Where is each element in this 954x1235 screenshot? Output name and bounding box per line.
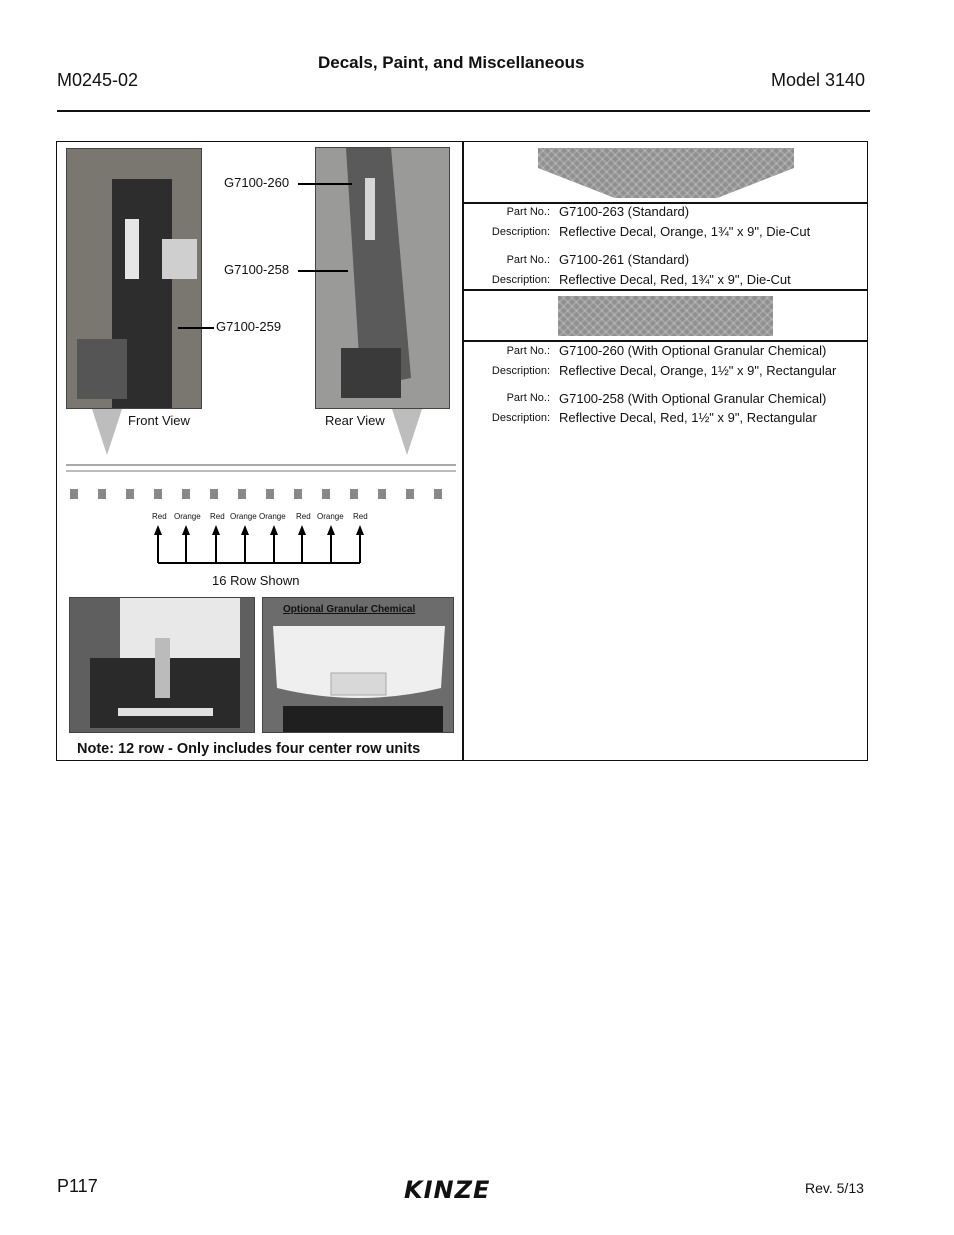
part-description: Reflective Decal, Orange, 1¾" x 9", Die-Cut	[559, 224, 811, 239]
color-label: Orange	[259, 512, 286, 521]
rows-shown-caption: 16 Row Shown	[212, 573, 300, 588]
part-description: Reflective Decal, Orange, 1½" x 9", Rectangular	[559, 363, 837, 378]
part-description: Reflective Decal, Red, 1¾" x 9", Die-Cut	[559, 272, 791, 287]
row-divider	[463, 340, 868, 342]
rear-view-photo	[315, 147, 450, 409]
callout-leader	[298, 183, 352, 185]
color-label: Red	[152, 512, 167, 521]
section-title: Decals, Paint, and Miscellaneous	[318, 53, 585, 72]
color-label: Orange	[174, 512, 201, 521]
color-label: Orange	[317, 512, 344, 521]
color-label: Red	[353, 512, 368, 521]
header-divider	[57, 110, 870, 112]
document-number: M0245-02	[57, 70, 139, 90]
front-view-label: Front View	[128, 413, 190, 428]
description-label: Description:	[491, 365, 550, 377]
model-name: Model 3140	[771, 70, 866, 90]
color-label: Red	[296, 512, 311, 521]
color-label: Orange	[230, 512, 257, 521]
front-view-illustration	[67, 149, 202, 409]
part-number: G7100-263 (Standard)	[559, 204, 690, 219]
front-view-photo	[66, 148, 202, 409]
part-number: G7100-261 (Standard)	[559, 252, 690, 267]
description-label: Description:	[491, 274, 550, 286]
part-number: G7100-260 (With Optional Granular Chemical)	[559, 343, 827, 358]
callout-leader	[298, 270, 348, 272]
callout-label: G7100-258	[224, 262, 290, 277]
rear-view-illustration	[316, 148, 450, 409]
granular-chemical-photo	[262, 597, 454, 733]
rectangular-decal-image	[558, 296, 773, 336]
twelve-row-note: Note: 12 row - Only includes four center row units	[77, 741, 421, 757]
part-number-label: Part No.:	[506, 345, 550, 357]
callout-label: G7100-259	[216, 319, 282, 334]
row-divider	[463, 289, 868, 291]
page-number: P117	[57, 1176, 98, 1196]
planter-row-diagram	[62, 407, 460, 567]
row-unit-photo	[69, 597, 255, 733]
part-number: G7100-258 (With Optional Granular Chemical)	[559, 391, 827, 406]
callout-label: G7100-260	[224, 175, 290, 190]
callout-leader	[178, 327, 214, 329]
description-label: Description:	[491, 412, 550, 424]
part-description: Reflective Decal, Red, 1½" x 9", Rectangular	[559, 410, 817, 425]
color-label: Red	[210, 512, 225, 521]
revision-date: Rev. 5/13	[805, 1180, 864, 1196]
optional-granular-chemical-label: Optional Granular Chemical	[283, 604, 416, 615]
row-unit-illustration	[70, 598, 255, 733]
granular-chemical-illustration	[263, 598, 454, 733]
part-number-label: Part No.:	[506, 206, 550, 218]
kinze-logo: KINZE	[404, 1176, 491, 1204]
part-number-label: Part No.:	[506, 392, 550, 404]
rear-view-label: Rear View	[325, 413, 385, 428]
part-number-label: Part No.:	[506, 254, 550, 266]
description-label: Description:	[491, 226, 550, 238]
